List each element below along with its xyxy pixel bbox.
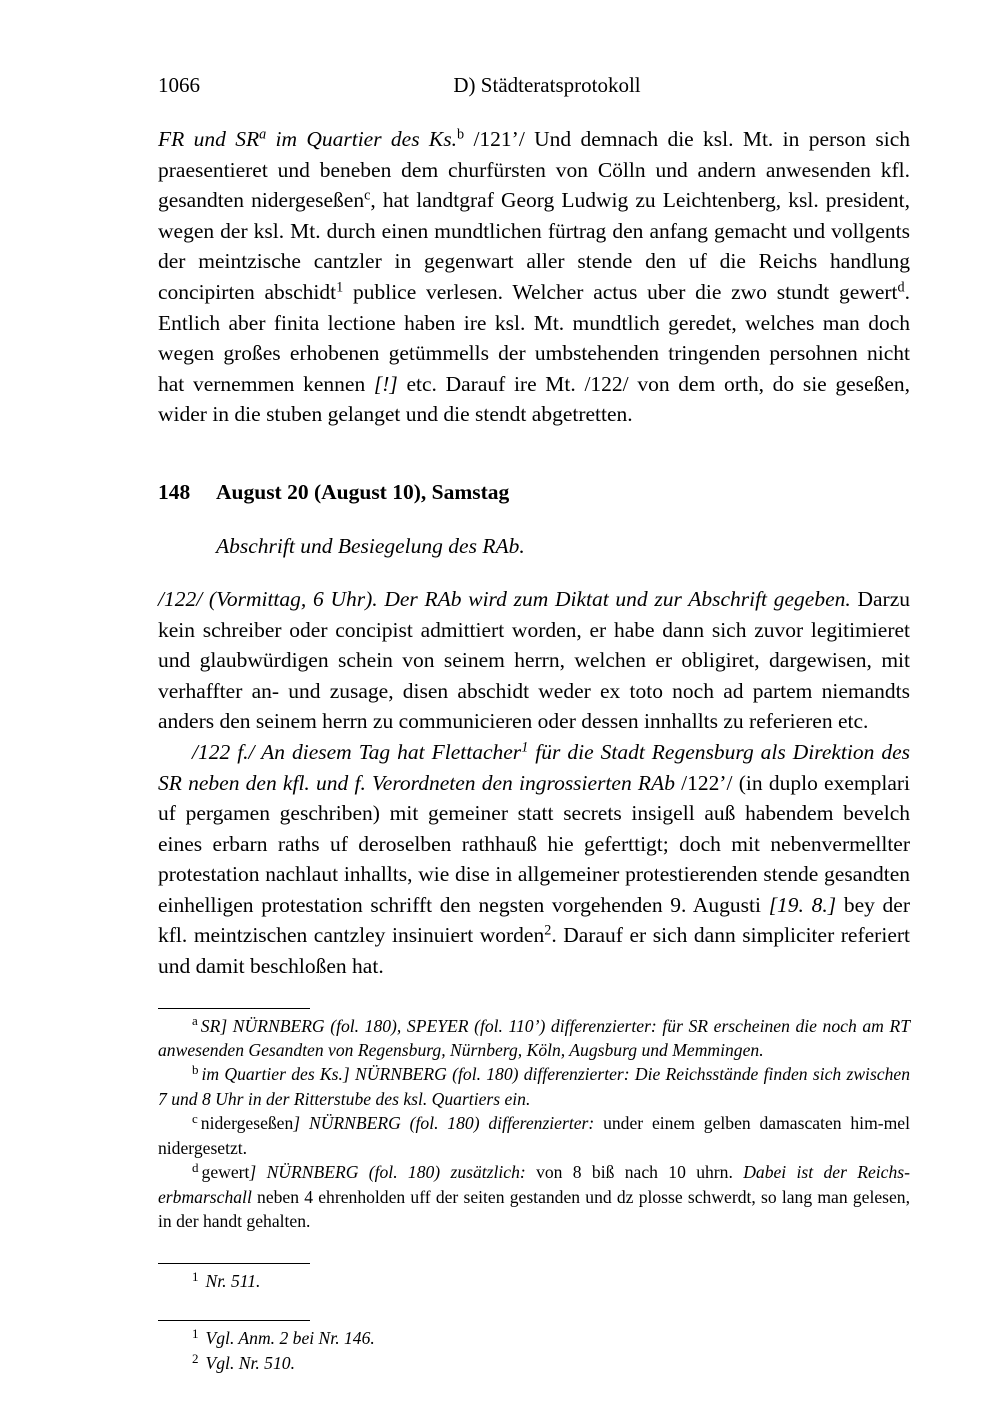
footnote-text: Vgl. Nr. 510. — [205, 1353, 295, 1374]
apparatus-note-text: ] NÜRNBERG (fol. 180) differenzierter: — [293, 1113, 595, 1134]
paragraph-1 — [158, 124, 910, 430]
p1-note-marker-a: a — [259, 126, 267, 143]
footnotes-group-1 — [158, 1263, 910, 1294]
apparatus-note-text: von 8 biß nach 10 uhrn. — [525, 1162, 744, 1183]
p1-note-marker-b: b — [457, 126, 465, 143]
paragraph-3 — [158, 737, 910, 982]
apparatus-note-text: Dabei ist der Reichs-erbmarschall — [158, 1162, 910, 1207]
p3-roman-3: . Darauf er sich dann simpliciter referiert und damit beschloßen hat. — [158, 923, 910, 979]
section-subheading: Abschrift und Besiegelung des RAb. — [216, 533, 525, 558]
apparatus-note-marker: d — [192, 1159, 199, 1175]
p3-italic-2: für die Stadt Regensburg als Direktion des SR neben den kfl. und f. Verordneten den ingrossierten RAb — [158, 739, 911, 795]
apparatus-note-marker: b — [192, 1061, 199, 1077]
p3-roman-2: bey der kfl. meintzischen cantzley insinuiert worden — [158, 892, 911, 948]
footnote-list-2 — [158, 1326, 910, 1376]
apparatus-note — [158, 1062, 910, 1111]
apparatus-note-text: im Quartier des Ks.] NÜRNBERG (fol. 180) differenzierter: Die Reichsstände finden sich zwischen 7 und 8 Uhr in der Ritterstube des ksl. Quartiers ein. — [158, 1064, 910, 1109]
apparatus-note-list — [158, 1014, 910, 1234]
footnote-item — [158, 1326, 910, 1351]
running-head — [158, 72, 910, 98]
p1-footnote-marker-1: 1 — [336, 279, 344, 296]
p1-lead-italic-2: im Quartier des Ks. — [266, 127, 458, 151]
p1-text-4: . Entlich aber finita lectione haben ire ksl. Mt. mundtlich geredet, welches man doch wegen großes erhobenen getümmells der umbstehenden tringenden persohnen nicht hat vernemmen kennen — [158, 279, 910, 396]
apparatus-note — [158, 1111, 910, 1160]
footnote-marker: 2 — [192, 1350, 199, 1366]
folio-number: 1066 — [158, 73, 200, 97]
footnote-rule-1 — [158, 1263, 310, 1264]
running-title: D) Städteratsprotokoll — [453, 73, 641, 97]
section-heading — [158, 478, 910, 506]
footnote-text: Nr. 511. — [205, 1271, 261, 1292]
page-content — [158, 0, 910, 1376]
body-paragraph-2-block — [158, 584, 910, 737]
p3-footnote-marker-2: 2 — [544, 923, 552, 940]
apparatus-note-text: neben 4 ehrenholden uff der seiten gestanden und dz plosse schwerdt, so lang man gelesen, in der handt gehalten. — [158, 1186, 910, 1231]
p3-italic-3: [19. 8.] — [768, 892, 837, 917]
apparatus-note — [158, 1160, 910, 1233]
p2-text: Darzu kein schreiber oder concipist admittiert worden, er habe dann sich zuvor legitimieret und glaubwürdigen schein von seinem herrn, welchen er obligiret, dargewisen, mit verhaffter an- und zusage, disen abschidt weder ex toto noch ad partem niemandts anders den seinem herrn zu communicieren oder dessen innhallts zu referieren etc. — [158, 586, 910, 734]
p1-text-2: , hat landtgraf Georg Ludwig zu Leichtenberg, ksl. president, wegen der ksl. Mt. durch einen mundtlichen fürtrag den anfang gemacht und vollgents der meintzische cantzler in gegenwart aller stende den uf die Reichs handlung concipirten abschidt — [158, 188, 910, 304]
p2-lead-italic: /122/ (Vormittag, 6 Uhr). Der RAb wird zum Diktat und zur Abschrift gegeben. — [158, 586, 851, 611]
p3-italic-1: /122 f./ An diesem Tag hat Flettacher — [192, 739, 522, 764]
apparatus-note-marker: a — [192, 1013, 198, 1029]
apparatus-note-text: nidergeseßen — [200, 1113, 294, 1134]
footnote-rule-2 — [158, 1320, 310, 1321]
section-title: August 20 (August 10), Samstag — [216, 479, 510, 504]
footnote-item — [158, 1269, 910, 1294]
apparatus-note-text: SR] NÜRNBERG (fol. 180), SPEYER (fol. 110’) differenzierter: für SR erscheinen die noch am RT anwesenden Gesandten von Regensburg, Nürnberg, Köln, Augsburg und Memmingen. — [158, 1015, 910, 1061]
p3-roman-1: /122’/ (in duplo exemplari uf pergamen geschriben) mit gemeiner statt secrets insigell auß habendem bevelch eines erbarn raths uf deroselben rathhauß hie geferttigt; doch mit nebenvermellter protestation nachlaut inhallts, wie dise in allgemeiner protestierenden stende gesandten einhelligen protestation schrifft den negsten vorgehenden 9. Augusti — [158, 770, 911, 917]
p1-lead-italic: FR und SR — [158, 127, 260, 151]
p3-footnote-marker-1: 1 — [521, 739, 529, 756]
footnote-marker: 1 — [192, 1325, 199, 1341]
apparatus-note-text: ] NÜRNBERG (fol. 180) zusätzlich: — [249, 1162, 526, 1183]
p1-note-marker-c: c — [364, 187, 371, 204]
p1-text-3: publice verlesen. Welcher actus uber die zwo stundt gewert — [343, 279, 898, 304]
critical-apparatus — [158, 1008, 910, 1234]
footnote-list-1 — [158, 1269, 910, 1294]
apparatus-note-marker: c — [192, 1110, 198, 1126]
p1-sic-mark: [!] — [373, 371, 398, 396]
body-paragraph-1-block — [158, 124, 910, 430]
apparatus-note-text: under einem gelben damascaten him-mel nidergesetzt. — [158, 1113, 910, 1158]
footnote-text: Vgl. Anm. 2 bei Nr. 146. — [205, 1328, 375, 1349]
apparatus-note-text: gewert — [201, 1162, 250, 1183]
footnotes-group-2 — [158, 1320, 910, 1376]
footnote-item — [158, 1351, 910, 1376]
footnote-marker: 1 — [192, 1268, 199, 1284]
paragraph-2 — [158, 584, 910, 737]
p1-text-5: etc. Darauf ire Mt. /122/ von dem orth, do sie geseßen, wider in die stuben gelanget und die stendt abgetretten. — [158, 371, 911, 427]
apparatus-rule — [158, 1008, 310, 1009]
apparatus-note — [158, 1014, 910, 1063]
p1-text-1: /121’/ Und demnach die ksl. Mt. in person sich praesentieret und beneben dem churfürsten von Cölln und andern anwesenden kfl. gesandten nidergeseßen — [158, 127, 910, 213]
section-number: 148 — [158, 479, 191, 504]
p1-note-marker-d: d — [897, 279, 905, 296]
